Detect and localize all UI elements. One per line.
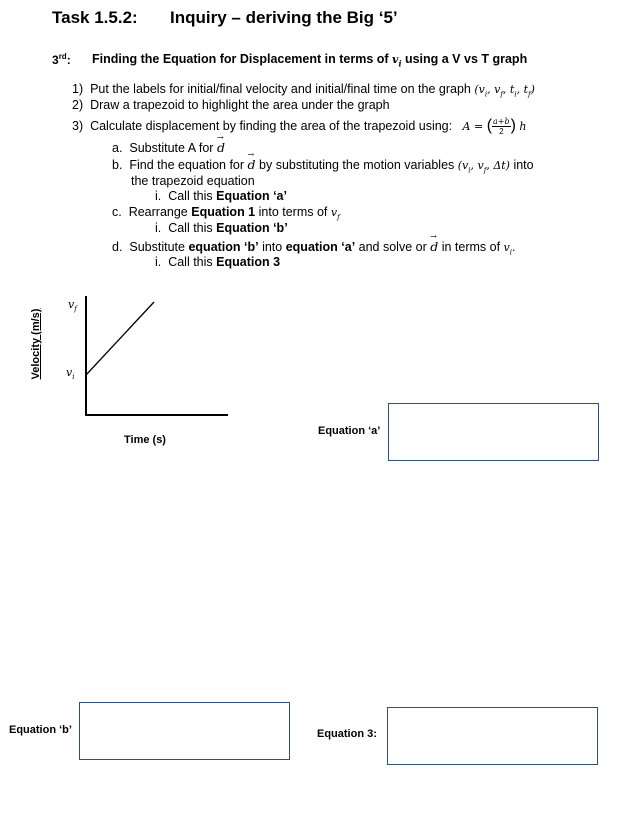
substep-b-line2: the trapezoid equation <box>131 174 255 188</box>
substep-a: a. Substitute A for → d <box>112 140 225 155</box>
substep-b: b. Find the equation for → d by substituting the motion variables ($v_i$, $v_f$, Δt) into <box>112 157 534 175</box>
x-axis-label: Time (s) <box>124 434 166 446</box>
equation-3-label: Equation 3: <box>317 728 377 740</box>
vi-label: $v_i$ <box>66 366 75 382</box>
substep-d: d. Substitute equation ‘b’ into equation ‘a’ and solve or → d in terms of $v_i$. <box>112 239 515 257</box>
task-number: Task 1.5.2: <box>52 8 138 27</box>
x-axis <box>85 414 228 416</box>
substep-d-i: i. Call this Equation 3 <box>155 255 281 269</box>
step-2: 2) Draw a trapezoid to highlight the area under the graph <box>72 98 390 112</box>
step-1: 1) Put the labels for initial/final velocity and initial/final time on the graph ($v_i$, $v_f$, $t_i$, $t_f$) <box>72 82 535 99</box>
section-heading: Finding the Equation for Displacement in terms of $v_i$ using a V vs T graph <box>92 52 528 69</box>
task-title: Inquiry – deriving the Big ‘5’ <box>170 8 398 27</box>
y-axis-label: Velocity (m/s) <box>30 308 42 380</box>
equation-3-box[interactable] <box>387 707 598 765</box>
formula-fraction: $\frac{a+b}{2}$ <box>493 117 510 137</box>
vf-label: $v_f$ <box>68 298 77 314</box>
equation-a-box[interactable] <box>388 403 599 461</box>
substep-c-i: i. Call this Equation ‘b’ <box>155 221 288 235</box>
equation-a-label: Equation ‘a’ <box>318 425 381 437</box>
section-ordinal: 3rd: <box>52 52 71 67</box>
substep-b-i: i. Call this Equation ‘a’ <box>155 189 287 203</box>
equation-b-label: Equation ‘b’ <box>9 724 72 736</box>
equation-b-box[interactable] <box>79 702 290 760</box>
step-3: 3) Calculate displacement by finding the area of the trapezoid using: A = ( $\frac{a+b}{2}$ ) h <box>72 117 527 137</box>
substep-c: c. Rearrange Equation 1 into terms of $v_f$ <box>112 205 340 222</box>
velocity-line <box>85 300 157 380</box>
